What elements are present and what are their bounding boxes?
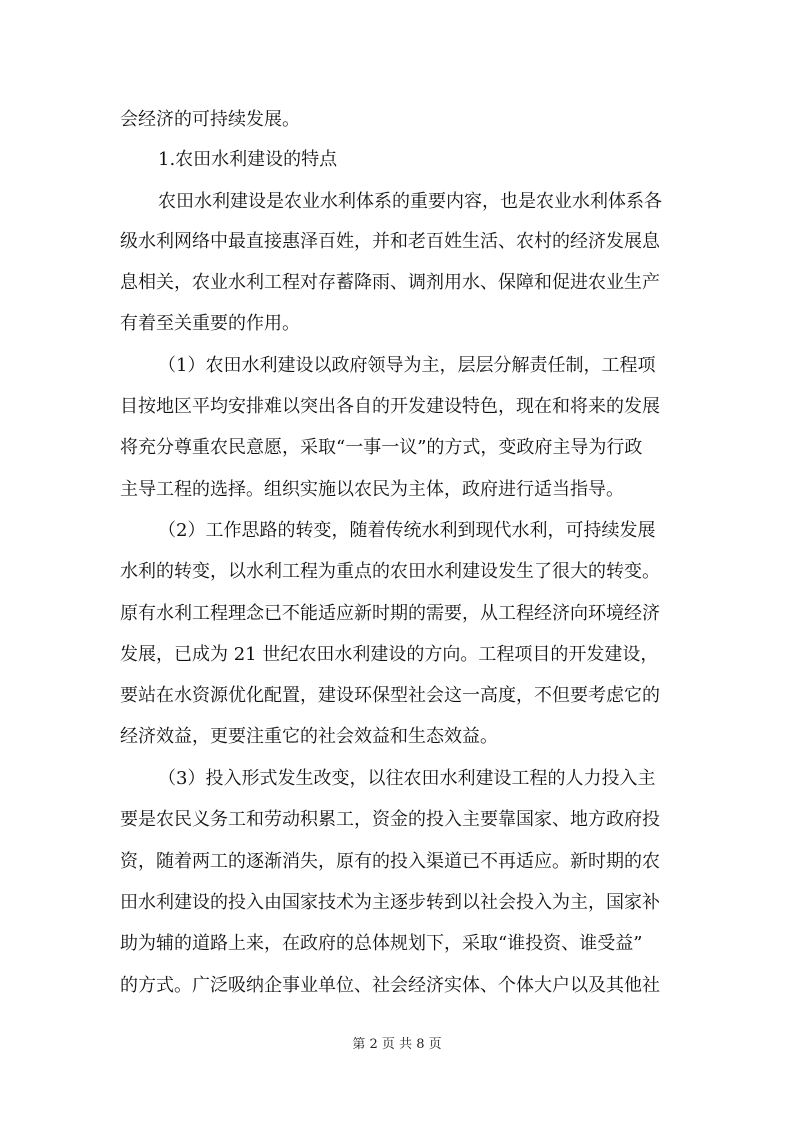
paragraph-line: 农田水利建设是农业水利体系的重要内容，也是农业水利体系各: [158, 191, 662, 212]
paragraph-line: 将充分尊重农民意愿，采取“一事一议”的方式，变政府主导为行政: [120, 437, 643, 458]
paragraph-line: 要是农民义务工和劳动积累工，资金的投入主要靠国家、地方政府投: [120, 809, 660, 830]
paragraph-line: 息相关，农业水利工程对存蓄降雨、调剂用水、保障和促进农业生产: [120, 272, 660, 293]
paragraph-line: 有着至关重要的作用。: [120, 313, 300, 334]
paragraph-line: 水利的转变，以水利工程为重点的农田水利建设发生了很大的转变。: [120, 561, 660, 582]
paragraph-line: 经济效益，更要注重它的社会效益和生态效益。: [120, 726, 498, 747]
paragraph-line: 田水利建设的投入由国家技术为主逐步转到以社会投入为主，国家补: [120, 892, 660, 913]
section-heading: 1.农田水利建设的特点: [158, 149, 338, 170]
paragraph-line: （3）投入形式发生改变，以往农田水利建设工程的人力投入主: [158, 768, 656, 789]
paragraph-line: 级水利网络中最直接惠泽百姓，并和老百姓生活、农村的经济发展息: [120, 231, 660, 252]
paragraph-line: 发展，已成为 21 世纪农田水利建设的方向。工程项目的开发建设，: [120, 644, 659, 665]
paragraph-line: （2）工作思路的转变，随着传统水利到现代水利，可持续发展: [158, 520, 656, 541]
paragraph-line: 主导工程的选择。组织实施以农民为主体，政府进行适当指导。: [120, 479, 624, 500]
paragraph-line: （1）农田水利建设以政府领导为主，层层分解责任制，工程项: [158, 355, 656, 376]
body-text-line: 会经济的可持续发展。: [120, 109, 300, 130]
paragraph-line: 要站在水资源优化配置，建设环保型社会这一高度，不但要考虑它的: [120, 685, 660, 706]
paragraph-line: 资，随着两工的逐渐消失，原有的投入渠道已不再适应。新时期的农: [120, 851, 660, 872]
paragraph-line: 原有水利工程理念已不能适应新时期的需要，从工程经济向环境经济: [120, 603, 660, 624]
paragraph-line: 助为辅的道路上来，在政府的总体规划下，采取“谁投资、谁受益”: [120, 933, 643, 954]
paragraph-line: 目按地区平均安排难以突出各自的开发建设特色，现在和将来的发展: [120, 396, 660, 417]
page-number-footer: 第 2 页 共 8 页: [352, 1037, 442, 1052]
paragraph-line: 的方式。广泛吸纳企事业单位、社会经济实体、个体大户以及其他社: [120, 975, 660, 996]
